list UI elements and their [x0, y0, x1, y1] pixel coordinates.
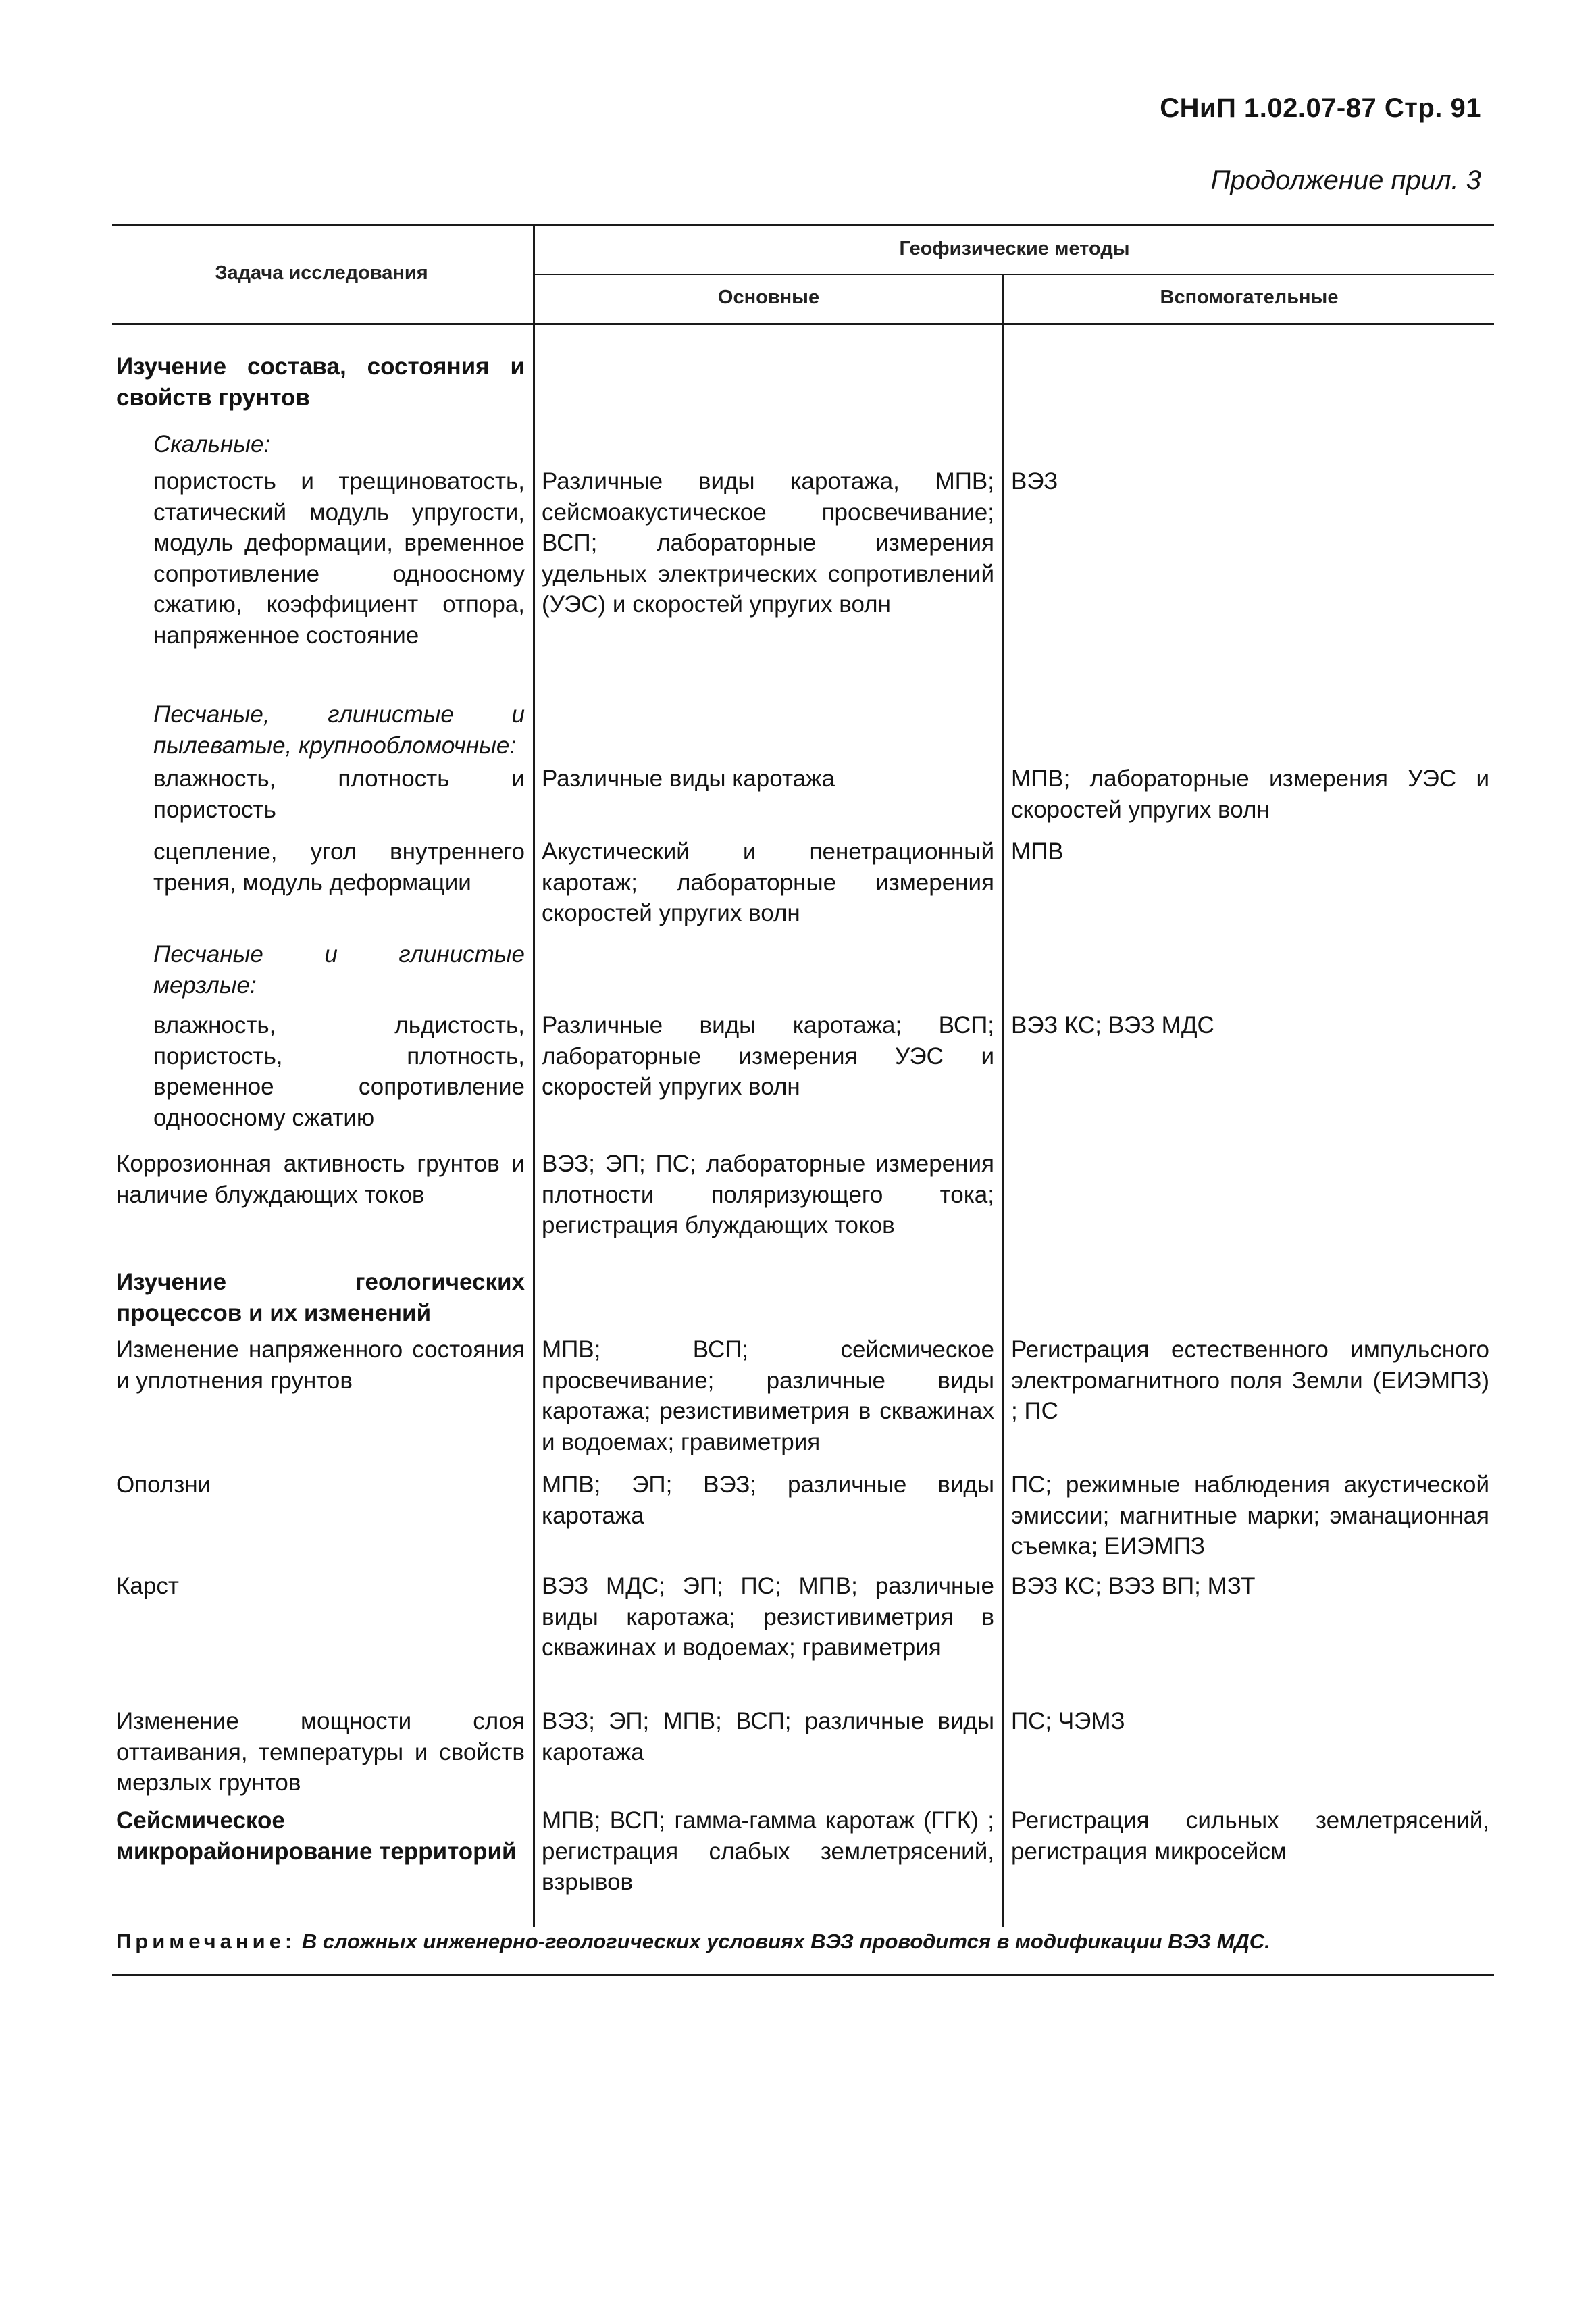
main-methods-cell: МПВ; ВСП; гамма-гамма каротаж (ГГК) ; регистрация слабых землетрясений, взрывов: [542, 1807, 994, 1895]
task-cell: влажность, льдистость, пористость, плотность, временное сопротивление одноосному сжатию: [153, 1012, 525, 1131]
main-methods-cell: МПВ; ЭП; ВЭЗ; различные виды каротажа: [542, 1472, 994, 1529]
main-methods-cell: ВЭЗ; ЭП; МПВ; ВСП; различные виды каротажа: [542, 1708, 994, 1765]
footnote: [116, 1930, 1494, 1954]
task-cell: Сейсмическое микрорайонирование территорий: [116, 1807, 517, 1865]
task-cell: Карст: [116, 1573, 179, 1599]
footnote-text: В сложных инженерно-геологических условиях ВЭЗ проводится в модификации ВЭЗ МДС.: [301, 1930, 1270, 1953]
main-methods-cell: ВЭЗ; ЭП; ПС; лабораторные измерения плотности поляризующего тока; регистрация блуждающих токов: [542, 1151, 994, 1238]
main-methods-cell: Различные виды каротажа; ВСП; лабораторные измерения УЭС и скоростей упругих волн: [542, 1012, 994, 1100]
table-bottom-rule: [112, 1974, 1494, 1976]
header-task: Задача исследования: [215, 262, 428, 284]
aux-methods-cell: ВЭЗ: [1011, 468, 1058, 495]
task-cell: Оползни: [116, 1472, 211, 1498]
header-geophysical-methods: Геофизические методы: [899, 238, 1130, 259]
aux-methods-cell: Регистрация сильных землетрясений, регистрация микросейсм: [1011, 1807, 1489, 1865]
task-cell: Изменение напряженного состояния и уплотнения грунтов: [116, 1336, 525, 1394]
page-reference: СНиП 1.02.07-87 Стр. 91: [1160, 93, 1481, 123]
aux-methods-cell: Регистрация естественного импульсного электромагнитного поля Земли (ЕИЭМПЗ) ; ПС: [1011, 1336, 1489, 1424]
task-cell: Коррозионная активность грунтов и наличие блуждающих токов: [116, 1151, 525, 1208]
column-divider-1: [533, 224, 535, 1927]
section-title: Изучение геологических процессов и их изменений: [116, 1269, 525, 1326]
header-mid-rule: [534, 274, 1494, 275]
table-top-rule: [112, 224, 1494, 226]
main-methods-cell: ВЭЗ МДС; ЭП; ПС; МПВ; различные виды каротажа; резистивиметрия в скважинах и водоемах; гравиметрия: [542, 1573, 994, 1661]
main-methods-cell: Акустический и пенетрационный каротаж; лабораторные измерения скоростей упругих волн: [542, 838, 994, 926]
task-cell: влажность, плотность и пористость: [153, 765, 525, 823]
column-divider-2: [1002, 274, 1004, 1927]
header-aux-methods: Вспомогательные: [1160, 286, 1339, 308]
main-methods-cell: МПВ; ВСП; сейсмическое просвечивание; различные виды каротажа; резистивиметрия в скважинах и водоемах; гравиметрия: [542, 1336, 994, 1455]
main-methods-cell: Различные виды каротажа, МПВ; сейсмоакустическое просвечивание; ВСП; лабораторные измерения удельных электрических сопротивлений (УЭС) и скоростей упругих волн: [542, 468, 994, 618]
main-methods-cell: Различные виды каротажа: [542, 765, 835, 792]
subsection-title: Песчаные, глинистые и пылеватые, крупнообломочные:: [153, 701, 525, 759]
subsection-title: Скальные:: [153, 431, 271, 457]
aux-methods-cell: МПВ: [1011, 838, 1064, 865]
aux-methods-cell: ВЭЗ КС; ВЭЗ МДС: [1011, 1012, 1214, 1038]
header-bottom-rule: [112, 323, 1494, 325]
aux-methods-cell: МПВ; лабораторные измерения УЭС и скоростей упругих волн: [1011, 765, 1489, 823]
task-cell: пористость и трещиноватость, статический модуль упругости, модуль деформации, временное сопротивление одноосному сжатию, коэффициент отпора, напряженное состояние: [153, 468, 525, 649]
continuation-label: Продолжение прил. 3: [1210, 166, 1481, 195]
header-main-methods: Основные: [717, 286, 820, 308]
task-cell: сцепление, угол внутреннего трения, модуль деформации: [153, 838, 525, 896]
aux-methods-cell: ВЭЗ КС; ВЭЗ ВП; МЗТ: [1011, 1573, 1256, 1599]
aux-methods-cell: ПС; режимные наблюдения акустической эмиссии; магнитные марки; эманационная съемка; ЕИЭМПЗ: [1011, 1472, 1489, 1559]
footnote-label: Примечание:: [116, 1930, 297, 1953]
aux-methods-cell: ПС; ЧЭМЗ: [1011, 1708, 1125, 1734]
subsection-title: Песчаные и глинистые мерзлые:: [153, 941, 525, 999]
section-title: Изучение состава, состояния и свойств грунтов: [116, 353, 525, 411]
task-cell: Изменение мощности слоя оттаивания, температуры и свойств мерзлых грунтов: [116, 1708, 525, 1796]
